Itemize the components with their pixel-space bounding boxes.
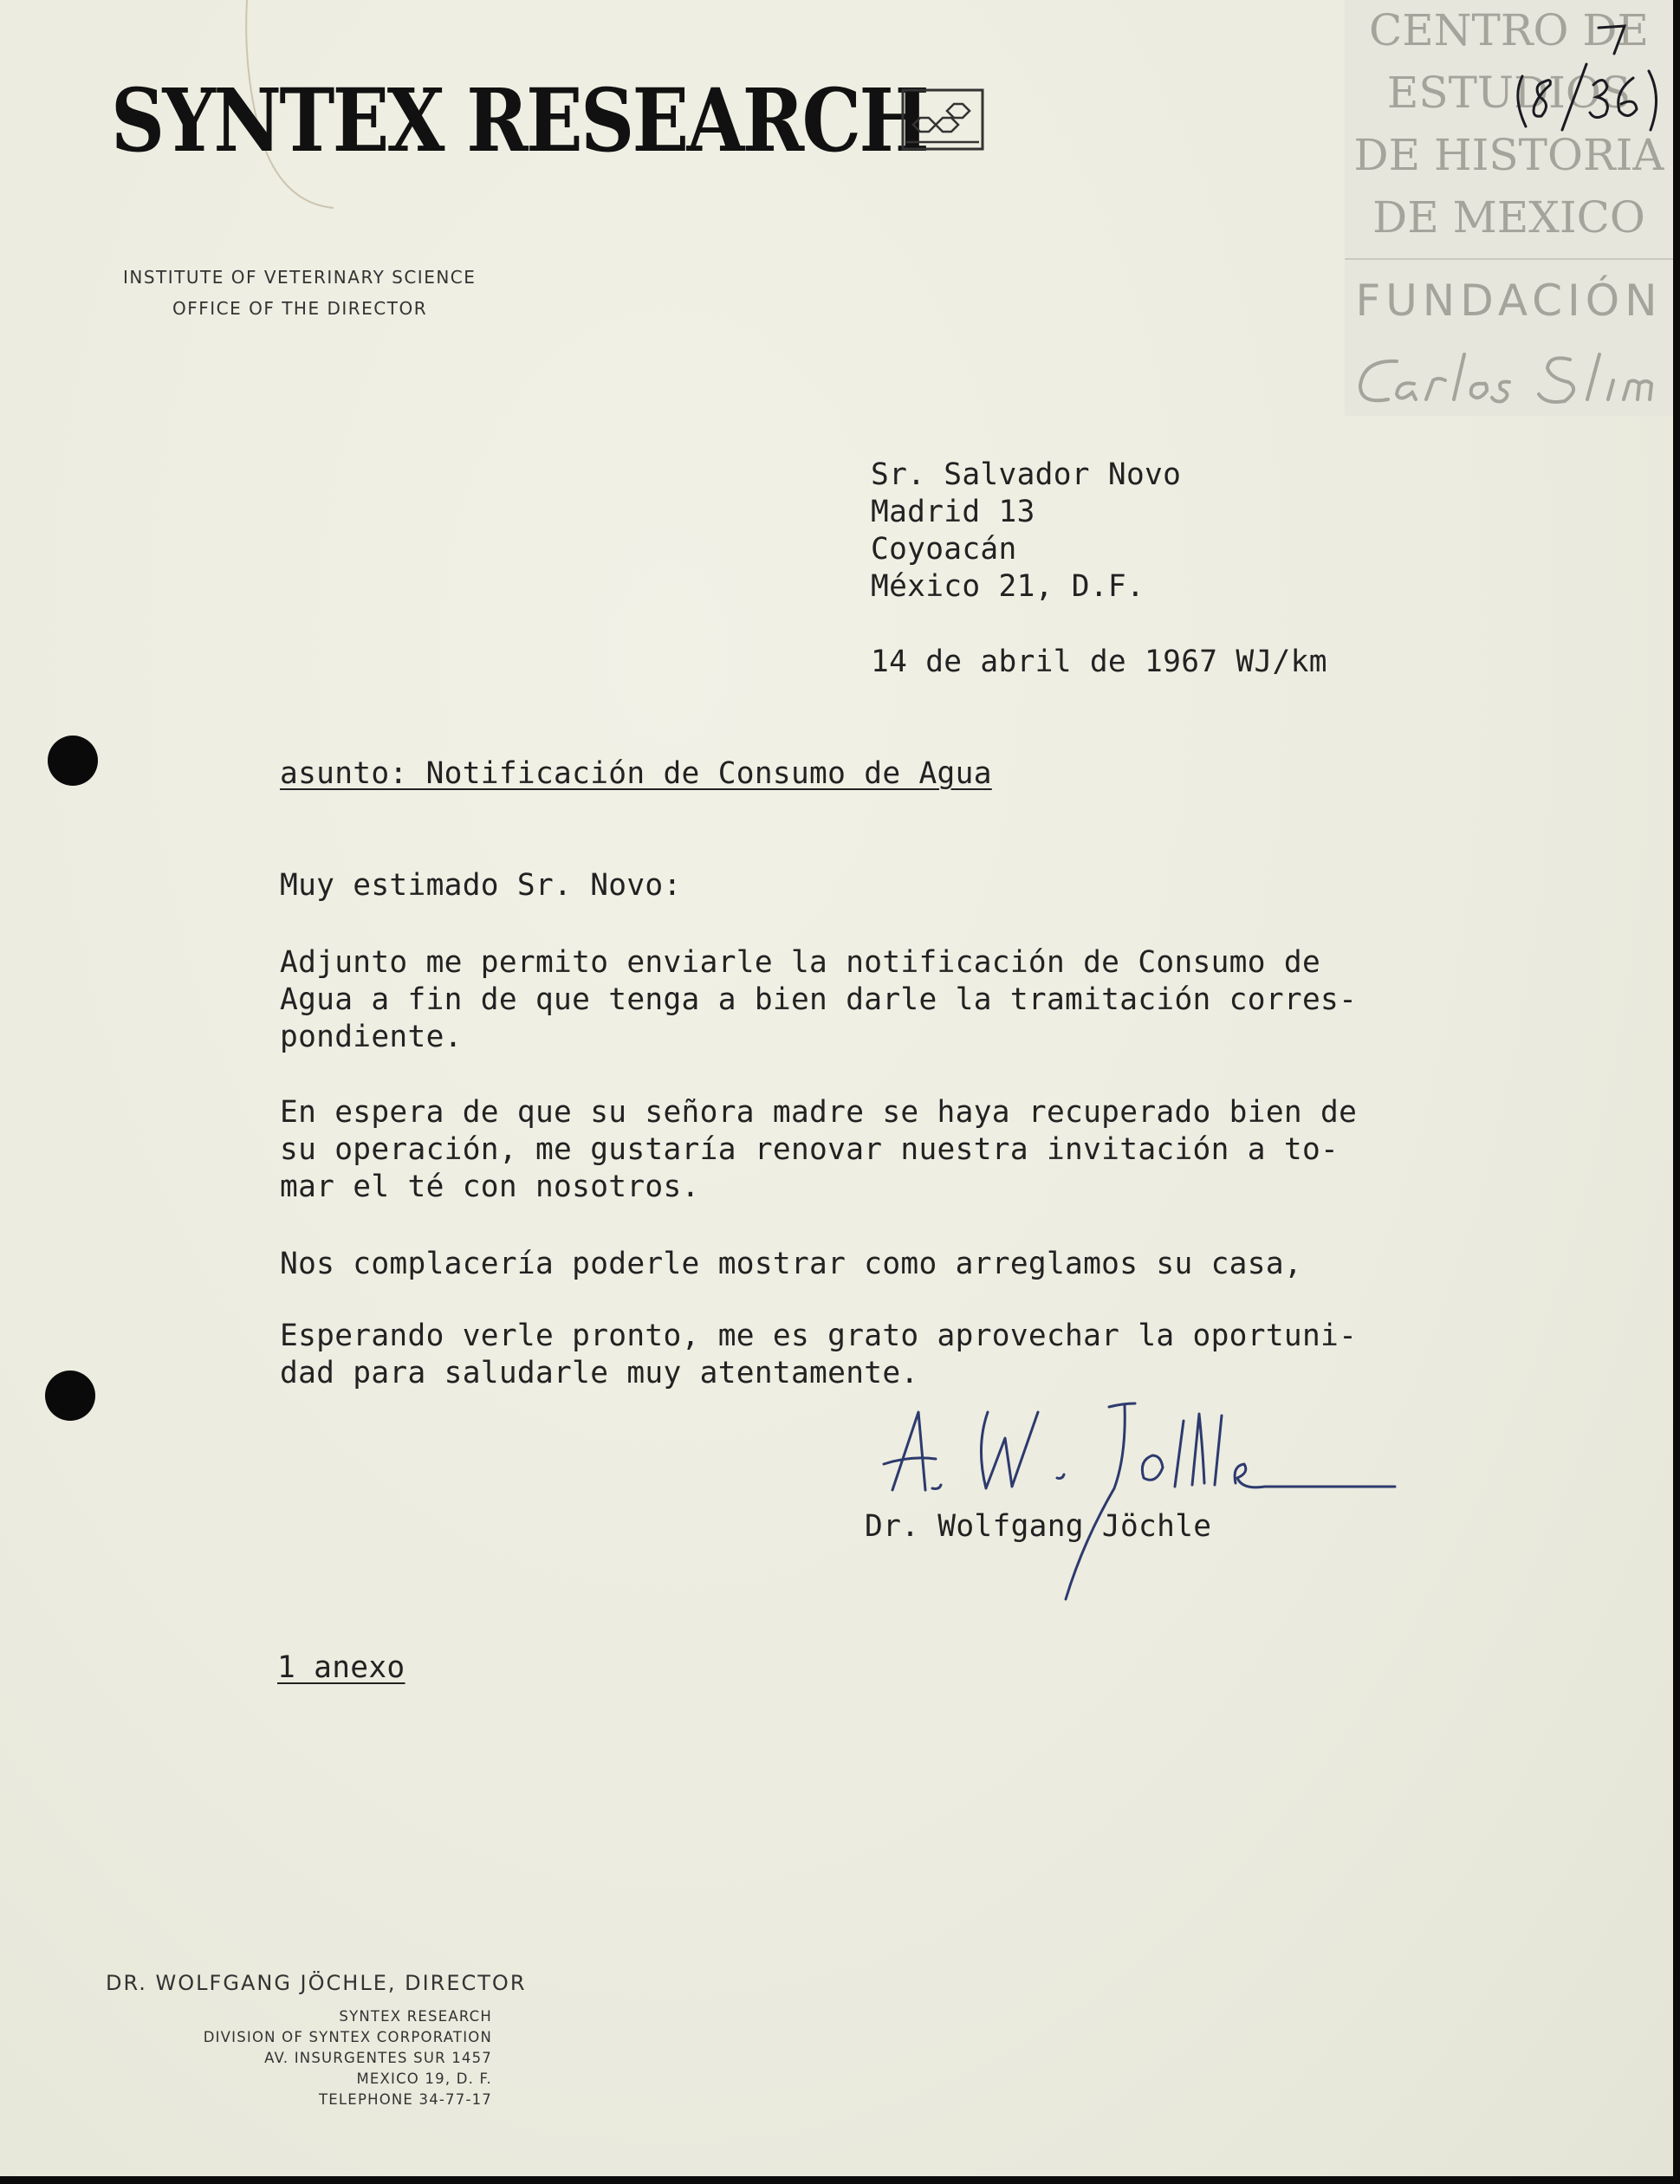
- stamp-line: ESTUDIOS: [1386, 68, 1631, 118]
- body-line: su operación, me gustaría renovar nuestra invitación a to-: [280, 1132, 1339, 1167]
- department-line: INSTITUTE OF VETERINARY SCIENCE: [123, 267, 477, 288]
- recipient-name: Sr. Salvador Novo: [871, 457, 1182, 492]
- recipient-street: Madrid 13: [871, 495, 1035, 529]
- body-line: Agua a fin de que tenga a bien darle la tramitación corres-: [280, 982, 1358, 1017]
- body-line: pondiente.: [280, 1020, 463, 1054]
- footer-company: SYNTEX RESEARCH: [339, 2008, 492, 2025]
- body-line: mar el té con nosotros.: [280, 1170, 700, 1204]
- stamp-line: DE HISTORIA: [1353, 130, 1664, 180]
- footer-director: DR. WOLFGANG JÖCHLE, DIRECTOR: [106, 1971, 527, 1995]
- footer-city: MEXICO 19, D. F.: [356, 2071, 492, 2087]
- stamp-line: CENTRO DE: [1369, 5, 1649, 55]
- footer-address: AV. INSURGENTES SUR 1457: [264, 2050, 492, 2066]
- hexagon-logo-icon: [901, 88, 984, 151]
- handwritten-signature: [858, 1395, 1412, 1611]
- letter-date: 14 de abril de 1967 WJ/km: [871, 645, 1327, 679]
- company-name: SYNTEX RESEARCH: [111, 69, 928, 172]
- body-line: En espera de que su señora madre se haya recuperado bien de: [280, 1095, 1358, 1130]
- body-line: Esperando verle pronto, me es grato aprovechar la oportuni-: [280, 1319, 1358, 1353]
- stamp-foundation: FUNDACIÓN: [1355, 275, 1663, 326]
- recipient-city: México 21, D.F.: [871, 569, 1145, 604]
- handwritten-reference-number: [1503, 2, 1668, 140]
- salutation: Muy estimado Sr. Novo:: [280, 868, 682, 903]
- stamp-divider: [1345, 258, 1673, 260]
- punch-hole: [45, 1371, 95, 1421]
- signatory-name: Dr. Wolfgang Jöchle: [865, 1509, 1212, 1544]
- body-line: Adjunto me permito enviarle la notificación de Consumo de: [280, 945, 1321, 980]
- subject-line: asunto: Notificación de Consumo de Agua: [280, 756, 992, 791]
- footer-division: DIVISION OF SYNTEX CORPORATION: [203, 2029, 492, 2045]
- carlos-slim-script-logo: [1353, 342, 1670, 412]
- footer-telephone: TELEPHONE 34-77-17: [319, 2091, 492, 2108]
- enclosure-note: 1 anexo: [277, 1650, 405, 1685]
- stamp-line: DE MEXICO: [1372, 192, 1645, 243]
- body-line: Nos complacería poderle mostrar como arreglamos su casa,: [280, 1247, 1302, 1281]
- recipient-district: Coyoacán: [871, 532, 1017, 567]
- body-line: dad para saludarle muy atentamente.: [280, 1356, 919, 1390]
- office-line: OFFICE OF THE DIRECTOR: [172, 298, 428, 319]
- punch-hole: [48, 736, 98, 786]
